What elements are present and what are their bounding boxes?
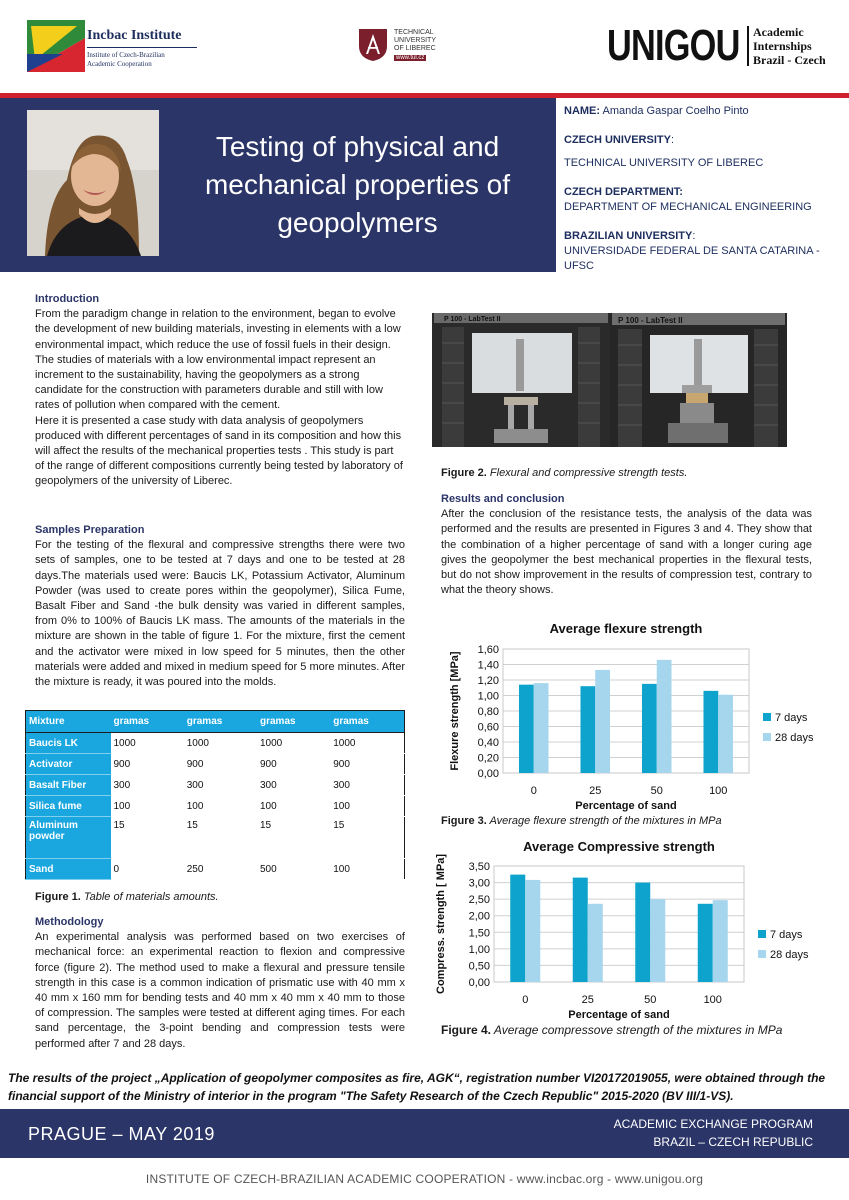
unigou-tagline xyxy=(753,25,826,67)
table-cell: 0 xyxy=(111,859,184,880)
chart-legend-swatch xyxy=(758,930,766,938)
info-name-value: Amanda Gaspar Coelho Pinto xyxy=(602,105,749,117)
info-name xyxy=(564,104,839,119)
table-row xyxy=(26,754,405,775)
table-cell: 300 xyxy=(111,775,184,796)
chart-bar xyxy=(642,684,657,773)
author-info-panel xyxy=(564,104,839,288)
table-cell: 900 xyxy=(257,754,330,775)
info-brazilian-university-value: UNIVERSIDADE FEDERAL DE SANTA CATARINA - UFSC xyxy=(564,245,820,272)
figure-4-caption xyxy=(441,1023,812,1038)
table-header-cell: Mixture xyxy=(26,711,111,733)
chart-title: Average Compressive strength xyxy=(523,839,715,854)
chart-y-tick-label: 0,20 xyxy=(477,752,499,765)
table-row xyxy=(26,859,405,880)
info-czech-university xyxy=(564,133,839,148)
chart-bar xyxy=(510,875,525,982)
chart-x-axis-label: Percentage of sand xyxy=(575,800,677,812)
methodology-paragraph: An experimental analysis was performed based on two exercises of mechanical force: an experimental reaction to flexion and compressive force (figure 2). The method used to make a flexural and pressure tensile strength in this case is a common indication of prismatic use with 40 mm x 40 mm x 160 mm for bending tests and 40 mm x 40 mm x 40 mm to those of compression. The samples were tested at different aging times. For each sand percentage, the 3-point bending and compression tests were performed after 7 and 28 days. xyxy=(35,931,405,1050)
chart-bar xyxy=(534,683,549,773)
chart-x-axis-label: Percentage of sand xyxy=(568,1009,670,1021)
table-row xyxy=(26,775,405,796)
table-cell: 1000 xyxy=(111,733,184,754)
chart-bar xyxy=(713,900,728,982)
footer-program-line1: ACADEMIC EXCHANGE PROGRAM xyxy=(613,1117,813,1131)
incbac-logo xyxy=(27,20,197,72)
results-section xyxy=(441,492,812,598)
author-portrait-icon xyxy=(27,110,159,256)
table-cell: 900 xyxy=(330,754,404,775)
table-row-label: Baucis LK xyxy=(26,733,111,754)
figure-1-label: Figure 1. xyxy=(35,891,81,903)
chart-y-tick-label: 3,50 xyxy=(468,861,490,873)
chart-y-tick-label: 0,80 xyxy=(477,706,499,718)
unigou-divider xyxy=(747,26,749,66)
chart-bar xyxy=(573,878,588,982)
testing-machines-icon xyxy=(432,313,787,447)
figure-4-label: Figure 4. xyxy=(441,1023,492,1037)
chart-y-tick-label: 0,50 xyxy=(468,960,490,973)
table-cell: 1000 xyxy=(257,733,330,754)
info-name-label: NAME: xyxy=(564,105,601,117)
table-cell: 250 xyxy=(184,859,257,880)
flexure-strength-chart xyxy=(441,612,831,816)
chart-bar xyxy=(525,880,540,982)
compressive-strength-chart xyxy=(431,830,831,1026)
chart-bar xyxy=(595,670,610,773)
footer-program xyxy=(560,1115,813,1151)
figure-1-text: Table of materials amounts. xyxy=(80,891,219,903)
tul-name-line1: TECHNICAL xyxy=(394,29,434,36)
chart-bar xyxy=(580,686,595,773)
table-row-label: Silica fume xyxy=(26,796,111,817)
chart-x-tick-label: 25 xyxy=(581,994,594,1006)
figure-3-caption xyxy=(441,814,812,829)
chart-y-tick-label: 1,00 xyxy=(477,690,499,703)
samples-section xyxy=(35,523,405,690)
figure-2-caption xyxy=(441,466,812,481)
table-header-cell: gramas xyxy=(257,711,330,733)
chart-x-tick-label: 50 xyxy=(650,785,663,797)
table-cell: 1000 xyxy=(330,733,404,754)
incbac-subtitle-line2: Academic Cooperation xyxy=(87,60,152,68)
chart-y-tick-label: 1,60 xyxy=(477,644,499,656)
footer-date: PRAGUE – MAY 2019 xyxy=(28,1124,215,1144)
chart-x-tick-label: 0 xyxy=(522,994,529,1006)
tul-emblem-icon xyxy=(356,28,390,62)
tul-name-line3: OF LIBEREC xyxy=(394,45,436,52)
chart-bar xyxy=(650,899,665,982)
unigou-tagline-line1: Academic xyxy=(753,25,804,39)
info-brazilian-university-label: BRAZILIAN UNIVERSITY xyxy=(564,230,693,242)
chart-x-tick-label: 50 xyxy=(644,994,657,1006)
tul-name-line2: UNIVERSITY xyxy=(394,37,437,44)
funding-note: The results of the project „Application of geopolymer composites as fire, AGK“, registration number VI20172019055, were obtained through the financial support of the Ministry of interior in the program "The Safety Research of the Czech Republic" 2015-2020 (BV III/1-VS). xyxy=(8,1071,826,1103)
chart-y-tick-label: 0,60 xyxy=(477,721,499,734)
tul-url: www.tul.cz xyxy=(396,55,425,61)
chart-y-tick-label: 1,40 xyxy=(477,659,499,672)
info-czech-university-value-row xyxy=(564,156,839,171)
table-row xyxy=(26,817,405,859)
table-cell: 15 xyxy=(184,817,257,859)
chart-x-tick-label: 100 xyxy=(709,785,728,797)
figure-4-text: Average compressove strength of the mixtures in MPa xyxy=(491,1023,783,1037)
footer-address: INSTITUTE OF CZECH-BRAZILIAN ACADEMIC COOPERATION - www.incbac.org - www.unigou.org xyxy=(145,1172,704,1186)
chart-bar xyxy=(703,691,718,773)
table-cell: 1000 xyxy=(184,733,257,754)
methodology-heading: Methodology xyxy=(35,916,104,928)
table-cell: 100 xyxy=(111,796,184,817)
table-row xyxy=(26,796,405,817)
incbac-subtitle-line1: Institute of Czech-Brazilian xyxy=(87,51,165,59)
table-header-row xyxy=(26,711,405,733)
chart-legend-swatch xyxy=(758,950,766,958)
info-czech-university-colon: : xyxy=(670,134,675,146)
author-photo xyxy=(27,110,159,256)
info-brazilian-university xyxy=(564,229,839,274)
info-czech-university-value: TECHNICAL UNIVERSITY OF LIBEREC xyxy=(564,157,764,169)
table-header-cell: gramas xyxy=(330,711,404,733)
footer-program-line2: BRAZIL – CZECH REPUBLIC xyxy=(653,1135,813,1149)
chart-legend-swatch xyxy=(763,713,771,721)
info-czech-department-label: CZECH DEPARTMENT: xyxy=(564,186,683,198)
chart-y-tick-label: 1,20 xyxy=(477,675,499,687)
table-cell: 900 xyxy=(184,754,257,775)
chart-bar xyxy=(519,685,534,773)
chart-legend-label: 28 days xyxy=(770,949,809,961)
chart-y-tick-label: 2,50 xyxy=(468,894,490,907)
table-cell: 900 xyxy=(111,754,184,775)
chart-x-tick-label: 100 xyxy=(703,994,722,1006)
poster-title: Testing of physical and mechanical properties of geopolymers xyxy=(204,131,511,238)
table-cell: 15 xyxy=(111,817,184,859)
methodology-section xyxy=(35,915,405,1052)
incbac-divider xyxy=(87,47,197,48)
chart-legend-label: 7 days xyxy=(775,712,808,724)
table-cell: 15 xyxy=(330,817,404,859)
chart-y-tick-label: 1,00 xyxy=(468,943,490,956)
samples-paragraph: For the testing of the flexural and compressive strengths there were two sets of samples, one to be tested at 7 days and one to be tested at 28 days.The materials used were: Baucis LK, Potassium Activator, Aluminum Powder (was used to create pores within the geopolymer), Silica Fume, Basalt Fiber and Sand -the bulk density was varied in different samples, from 0% to 100% of Baucis LK mass. The amounts of the materials in the mixture are shown in the table of figure 1. For the mixture, first the cement and the activator were mixed in low speed for 5 minutes, then the other materials were added and mixed in medium speed for 5 more minutes. After the mixture is ready, it was poured into the molds. xyxy=(35,539,405,689)
figure-3-text: Average flexure strength of the mixtures in MPa xyxy=(486,815,722,827)
incbac-flag-icon xyxy=(27,20,85,72)
introduction-section xyxy=(35,292,405,490)
figure-3-label: Figure 3. xyxy=(441,815,487,827)
table-cell: 100 xyxy=(257,796,330,817)
figure-1-caption xyxy=(35,890,405,905)
table-cell: 500 xyxy=(257,859,330,880)
results-paragraph: After the conclusion of the resistance tests, the analysis of the data was performed and the results are presented in Figures 3 and 4. They show that the combination of a higher percentage of sand with a longer curing age gives the geopolymer the best mechanical properties in the flexural tests, but do not show improvement in the results of compression test, contrary to what the theory shows. xyxy=(441,508,812,597)
info-czech-department xyxy=(564,185,839,215)
chart-legend-label: 7 days xyxy=(770,929,803,941)
table-cell: 15 xyxy=(257,817,330,859)
table-cell: 300 xyxy=(330,775,404,796)
chart-bar xyxy=(698,904,713,982)
tul-logo xyxy=(356,28,446,68)
chart-y-tick-label: 1,50 xyxy=(468,927,490,940)
table-cell: 300 xyxy=(257,775,330,796)
table-header-cell: gramas xyxy=(184,711,257,733)
table-cell: 100 xyxy=(184,796,257,817)
flexure-strength-chart-svg xyxy=(441,612,831,816)
chart-bar xyxy=(657,660,672,773)
incbac-title: Incbac Institute xyxy=(87,28,182,43)
table-header-cell: gramas xyxy=(111,711,184,733)
info-czech-department-value: DEPARTMENT OF MECHANICAL ENGINEERING xyxy=(564,201,812,213)
introduction-paragraph-1: From the paradigm change in relation to the environment, began to evolve the development of new building materials, investing in elements with a low environmental impact, which reduce the use of fossil fuels in their design. The studies of materials with a low environmental impact represent an increment to the sustainability, having the geopolymers as a strong candidate for the construction with parameters durable and still with low rates of pollution when compared with the cement. xyxy=(35,308,401,412)
chart-bar xyxy=(635,883,650,982)
table-row-label: Sand xyxy=(26,859,111,880)
compressive-strength-chart-svg xyxy=(431,830,831,1026)
chart-legend-swatch xyxy=(763,733,771,741)
chart-y-tick-label: 0,00 xyxy=(477,768,499,780)
table-cell: 100 xyxy=(330,796,404,817)
figure-2-label: Figure 2. xyxy=(441,467,487,479)
incbac-subtitle xyxy=(87,51,207,69)
unigou-tagline-line2: Internships xyxy=(753,39,812,53)
results-heading: Results and conclusion xyxy=(441,493,565,505)
chart-y-tick-label: 0,00 xyxy=(468,977,490,989)
table-cell: 100 xyxy=(330,859,404,880)
lab-label-left: P 100 - LabTest II xyxy=(444,316,501,323)
introduction-paragraph-2: Here it is presented a case study with data analysis of geopolymers produced with different percentages of sand in its composition and how this will affect the results of the mechanical properties tests . This study is part of the range of different compositions currently being tested by laboratory of geopolymers of the university of Liberec. xyxy=(35,414,403,488)
introduction-heading: Introduction xyxy=(35,293,100,305)
lab-label-right: P 100 - LabTest II xyxy=(618,316,683,325)
table-row-label: Aluminum powder xyxy=(26,817,111,859)
table-row xyxy=(26,733,405,754)
chart-x-tick-label: 25 xyxy=(589,785,602,797)
info-czech-university-label: CZECH UNIVERSITY xyxy=(564,134,671,146)
chart-y-tick-label: 3,00 xyxy=(468,877,490,890)
table-row-label: Activator xyxy=(26,754,111,775)
figure-2-text: Flexural and compressive strength tests. xyxy=(486,467,688,479)
chart-bar xyxy=(718,695,733,773)
unigou-logo xyxy=(607,22,832,70)
chart-x-tick-label: 0 xyxy=(530,785,537,797)
chart-legend-label: 28 days xyxy=(775,732,814,744)
chart-bar xyxy=(588,904,603,982)
samples-heading: Samples Preparation xyxy=(35,524,145,536)
table-cell: 300 xyxy=(184,775,257,796)
materials-table xyxy=(25,710,405,880)
unigou-wordmark: UNIGOU xyxy=(607,21,740,70)
chart-y-tick-label: 2,00 xyxy=(468,910,490,923)
table-row-label: Basalt Fiber xyxy=(26,775,111,796)
info-brazilian-university-colon: : xyxy=(692,230,696,242)
tul-name xyxy=(394,29,436,53)
chart-title: Average flexure strength xyxy=(549,621,703,636)
chart-y-tick-label: 0,40 xyxy=(477,737,499,749)
chart-y-axis-label: Flexure strength [MPa] xyxy=(449,651,461,771)
lab-test-photo xyxy=(432,313,787,447)
unigou-tagline-line3: Brazil - Czech xyxy=(753,53,826,67)
chart-y-axis-label: Compress. strength [ MPa] xyxy=(435,854,447,994)
